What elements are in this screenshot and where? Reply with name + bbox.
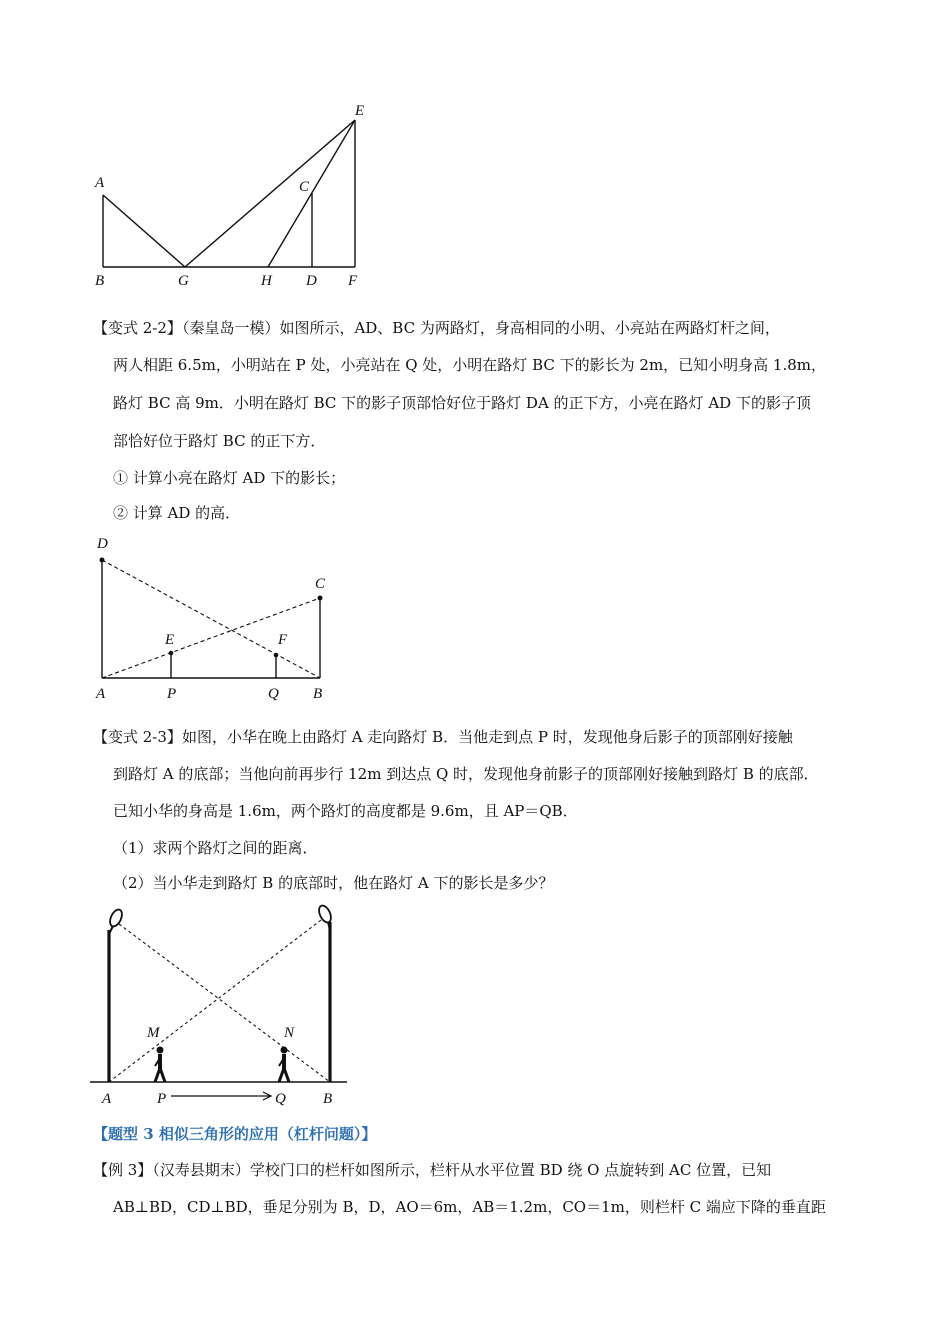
label-N: N [284,1025,295,1041]
figure-3-lamps-walker [85,902,355,1112]
label-H: H [261,273,272,289]
label-D: D [306,273,317,289]
label-A: A [95,175,105,191]
label-B: B [95,273,105,289]
variant-2-3-question-1: （1）求两个路灯之间的距离． [113,839,318,857]
walk-arrow [171,1092,271,1100]
label-Q: Q [275,1091,286,1107]
walker-M [155,1047,165,1083]
label-F: F [348,273,358,289]
label-D: D [97,536,108,552]
variant-2-3-line-2: 到路灯 A 的底部；当他向前再步行 12m 到达点 Q 时，发现他身前影子的顶部刚好接触到路灯 B 的底部． [113,765,819,783]
variant-2-2-line-4: 部恰好位于路灯 BC 的正下方． [113,432,326,450]
label-B: B [323,1091,333,1107]
label-P: P [157,1091,167,1107]
label-C: C [315,576,326,592]
variant-2-3-question-2: （2）当小华走到路灯 B 的底部时，他在路灯 A 下的影长是多少？ [113,874,554,892]
variant-2-3-line-3: 已知小华的身高是 1.6m，两个路灯的高度都是 9.6m，且 AP＝QB． [113,802,578,820]
figure-2-two-lamps [85,530,345,710]
label-M: M [147,1025,160,1041]
example-3-line-2: AB⊥BD，CD⊥BD，垂足分别为 B，D，AO＝6m，AB＝1.2m，CO＝1m，则栏杆 C 端应下降的垂直距 [113,1198,826,1216]
example-3-line-1: 【例 3】（汉寿县期末）学校门口的栏杆如图所示，栏杆从水平位置 BD 绕 O 点旋转到 AC 位置，已知 [93,1161,772,1179]
variant-2-3-tag: 【变式 2-3】 [93,728,182,746]
label-C: C [299,179,310,195]
variant-2-3-line-1: 【变式 2-3】如图，小华在晚上由路灯 A 走向路灯 B．当他走到点 P 时，发现他身后影子的顶部刚好接触 [93,728,793,746]
walker-N [279,1047,289,1083]
figure-1-streetlights [85,95,385,290]
example-3-tag: 【例 3】 [93,1161,153,1179]
label-P: P [167,686,177,702]
variant-2-2-line-2: 两人相距 6.5m，小明站在 P 处，小亮站在 Q 处，小明在路灯 BC 下的影长为 2m，已知小明身高 1.8m， [113,356,827,374]
label-G: G [178,273,189,289]
variant-2-2-question-2: ② 计算 AD 的高． [113,504,241,522]
label-B: B [313,686,323,702]
label-E: E [165,632,175,648]
section-3-heading: 【题型 3 相似三角形的应用（杠杆问题）】 [93,1125,377,1143]
variant-2-2-line-1: 【变式 2-2】（秦皇岛一模）如图所示，AD、BC 为两路灯，身高相同的小明、小亮站在两路灯杆之间， [93,319,780,337]
variant-2-2-line-3: 路灯 BC 高 9m．小明在路灯 BC 下的影子顶部恰好位于路灯 DA 的正下方，小亮在路灯 AD 下的影子顶 [113,394,811,412]
label-A: A [102,1091,112,1107]
variant-2-2-question-1: ① 计算小亮在路灯 AD 下的影长； [113,469,346,487]
label-Q: Q [268,686,279,702]
variant-2-2-tag: 【变式 2-2】 [93,319,182,337]
label-F: F [278,632,288,648]
label-A: A [96,686,106,702]
label-E: E [355,103,365,119]
